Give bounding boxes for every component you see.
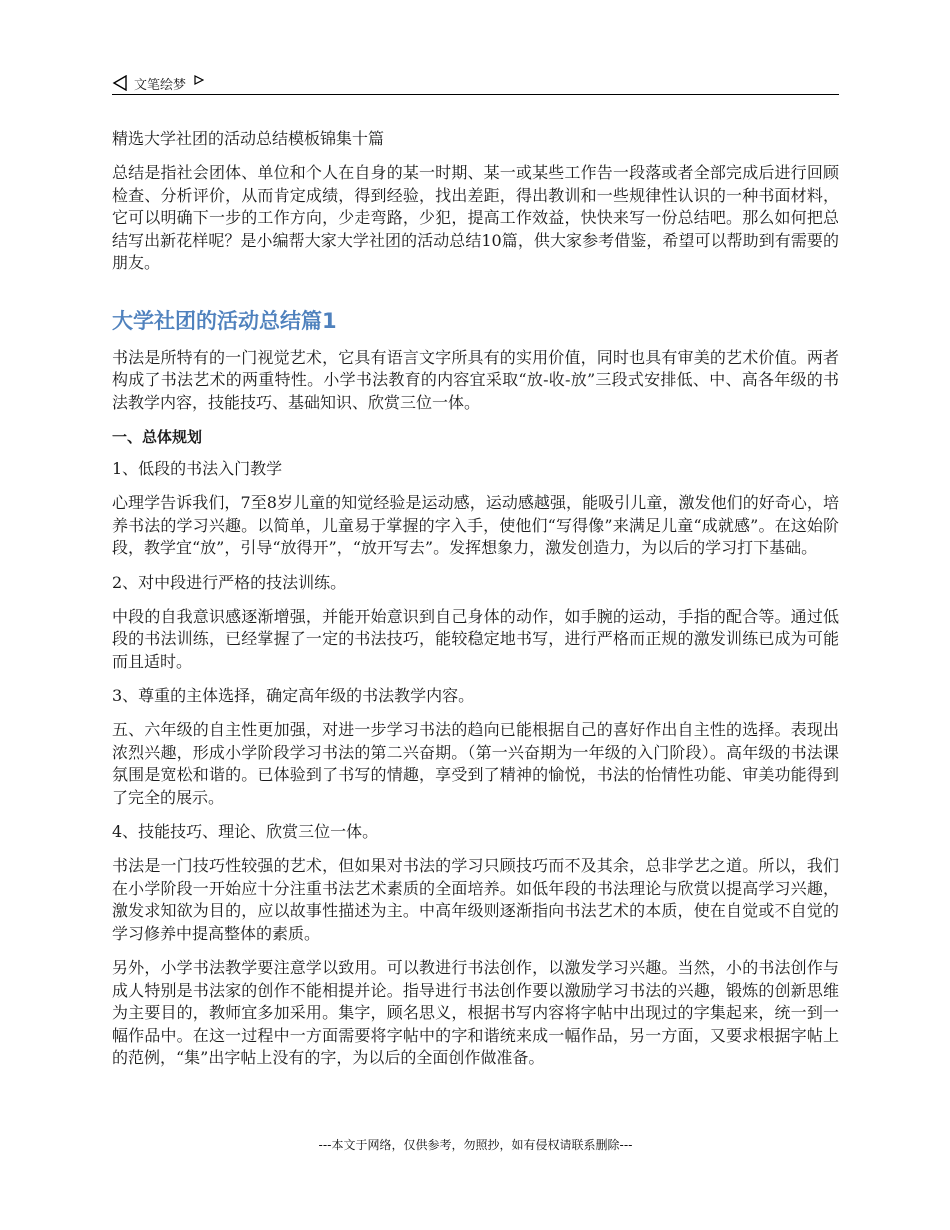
paragraph: 五、六年级的自主性更加强，对进一步学习书法的趋向已能根据自己的喜好作出自主性的选择。表现出浓烈兴趣，形成小学阶段学习书法的第二兴奋期。（第一兴奋期为一年级的入门阶段）。高年级的书法课氛围是宽松和谐的。已体验到了书写的情趣，享受到了精神的愉悦，书法的怡情性功能、审美功能得到了完全的展示。 — [112, 720, 839, 807]
list-item: 3、尊重的主体选择，确定高年级的书法教学内容。 — [112, 686, 475, 705]
subheading: 一、总体规划 — [112, 428, 203, 446]
intro-paragraph: 总结是指社会团体、单位和个人在自身的某一时期、某一或某些工作告一段落或者全部完成后进行回顾检查、分析评价，从而肯定成绩，得到经验，找出差距，得出教训和一些规律性认识的一种书面材料，它可以明确下一步的工作方向，少走弯路，少犯，提高工作效益，快快来写一份总结吧。那么如何把总结写出新花样呢？是小编帮大家大学社团的活动总结10篇，供大家参考借鉴，希望可以帮助到有需要的朋友。 — [112, 163, 839, 272]
header-brand: 文笔绘梦 — [134, 77, 187, 93]
document-page — [112, 0, 839, 1230]
document-title: 精选大学社团的活动总结模板锦集十篇 — [112, 129, 385, 148]
paragraph: 书法是一门技巧性较强的艺术，但如果对书法的学习只顾技巧而不及其余，总非学艺之道。所以，我们在小学阶段一开始应十分注重书法艺术素质的全面培养。如低年段的书法理论与欣赏以提高学习兴趣，激发求知欲为目的，应以故事性描述为主。中高年级则逐渐指向书法艺术的本质，使在自觉或不自觉的学习修养中提高整体的素质。 — [112, 856, 839, 943]
section-heading: 大学社团的活动总结篇1 — [112, 308, 337, 333]
triangle-left-icon — [112, 75, 128, 91]
list-item: 1、低段的书法入门教学 — [112, 459, 283, 478]
list-item: 2、对中段进行严格的技法训练。 — [112, 572, 347, 592]
footer-notice: ---本文于网络，仅供参考，勿照抄，如有侵权请联系删除--- — [318, 1138, 633, 1152]
paragraph: 书法是所特有的一门视觉艺术，它具有语言文字所具有的实用价值，同时也具有审美的艺术价值。两者构成了书法艺术的两重特性。小学书法教育的内容宜采取“放-收-放”三段式安排低、中、高各年级的书法教学内容，技能技巧、基础知识、欣赏三位一体。 — [112, 347, 839, 412]
list-item: 4、技能技巧、理论、欣赏三位一体。 — [112, 822, 379, 841]
page-header — [112, 72, 839, 95]
triangle-right-icon — [194, 75, 204, 85]
document-body — [112, 128, 839, 1082]
paragraph: 中段的自我意识感逐渐增强，并能开始意识到自己身体的动作，如手腕的运动，手指的配合等。通过低段的书法训练，已经掌握了一定的书法技巧，能较稳定地书写，进行严格而正规的激发训练已成为可能而且适时。 — [112, 606, 839, 671]
paragraph: 心理学告诉我们，7至8岁儿童的知觉经验是运动感，运动感越强，能吸引儿童，激发他们的好奇心，培养书法的学习兴趣。以简单，儿童易于掌握的字入手，使他们“写得像”来满足儿童“成就感”。在这始阶段，教学宜“放”，引导“放得开”，“放开写去”。发挥想象力，激发创造力，为以后的学习打下基础。 — [112, 493, 839, 557]
paragraph: 另外，小学书法教学要注意学以致用。可以教进行书法创作，以激发学习兴趣。当然，小的书法创作与成人特别是书法家的创作不能相提并论。指导进行书法创作要以激励学习书法的兴趣，锻炼的创新思维为主要目的，教师宜多加采用。集字，顾名思义，根据书写内容将字帖中出现过的字集起来，统一到一幅作品中。在这一过程中一方面需要将字帖中的字和谐统来成一幅作品，另一方面，又要求根据字帖上的范例，“集”出字帖上没有的字，为以后的全面创作做准备。 — [112, 958, 839, 1067]
